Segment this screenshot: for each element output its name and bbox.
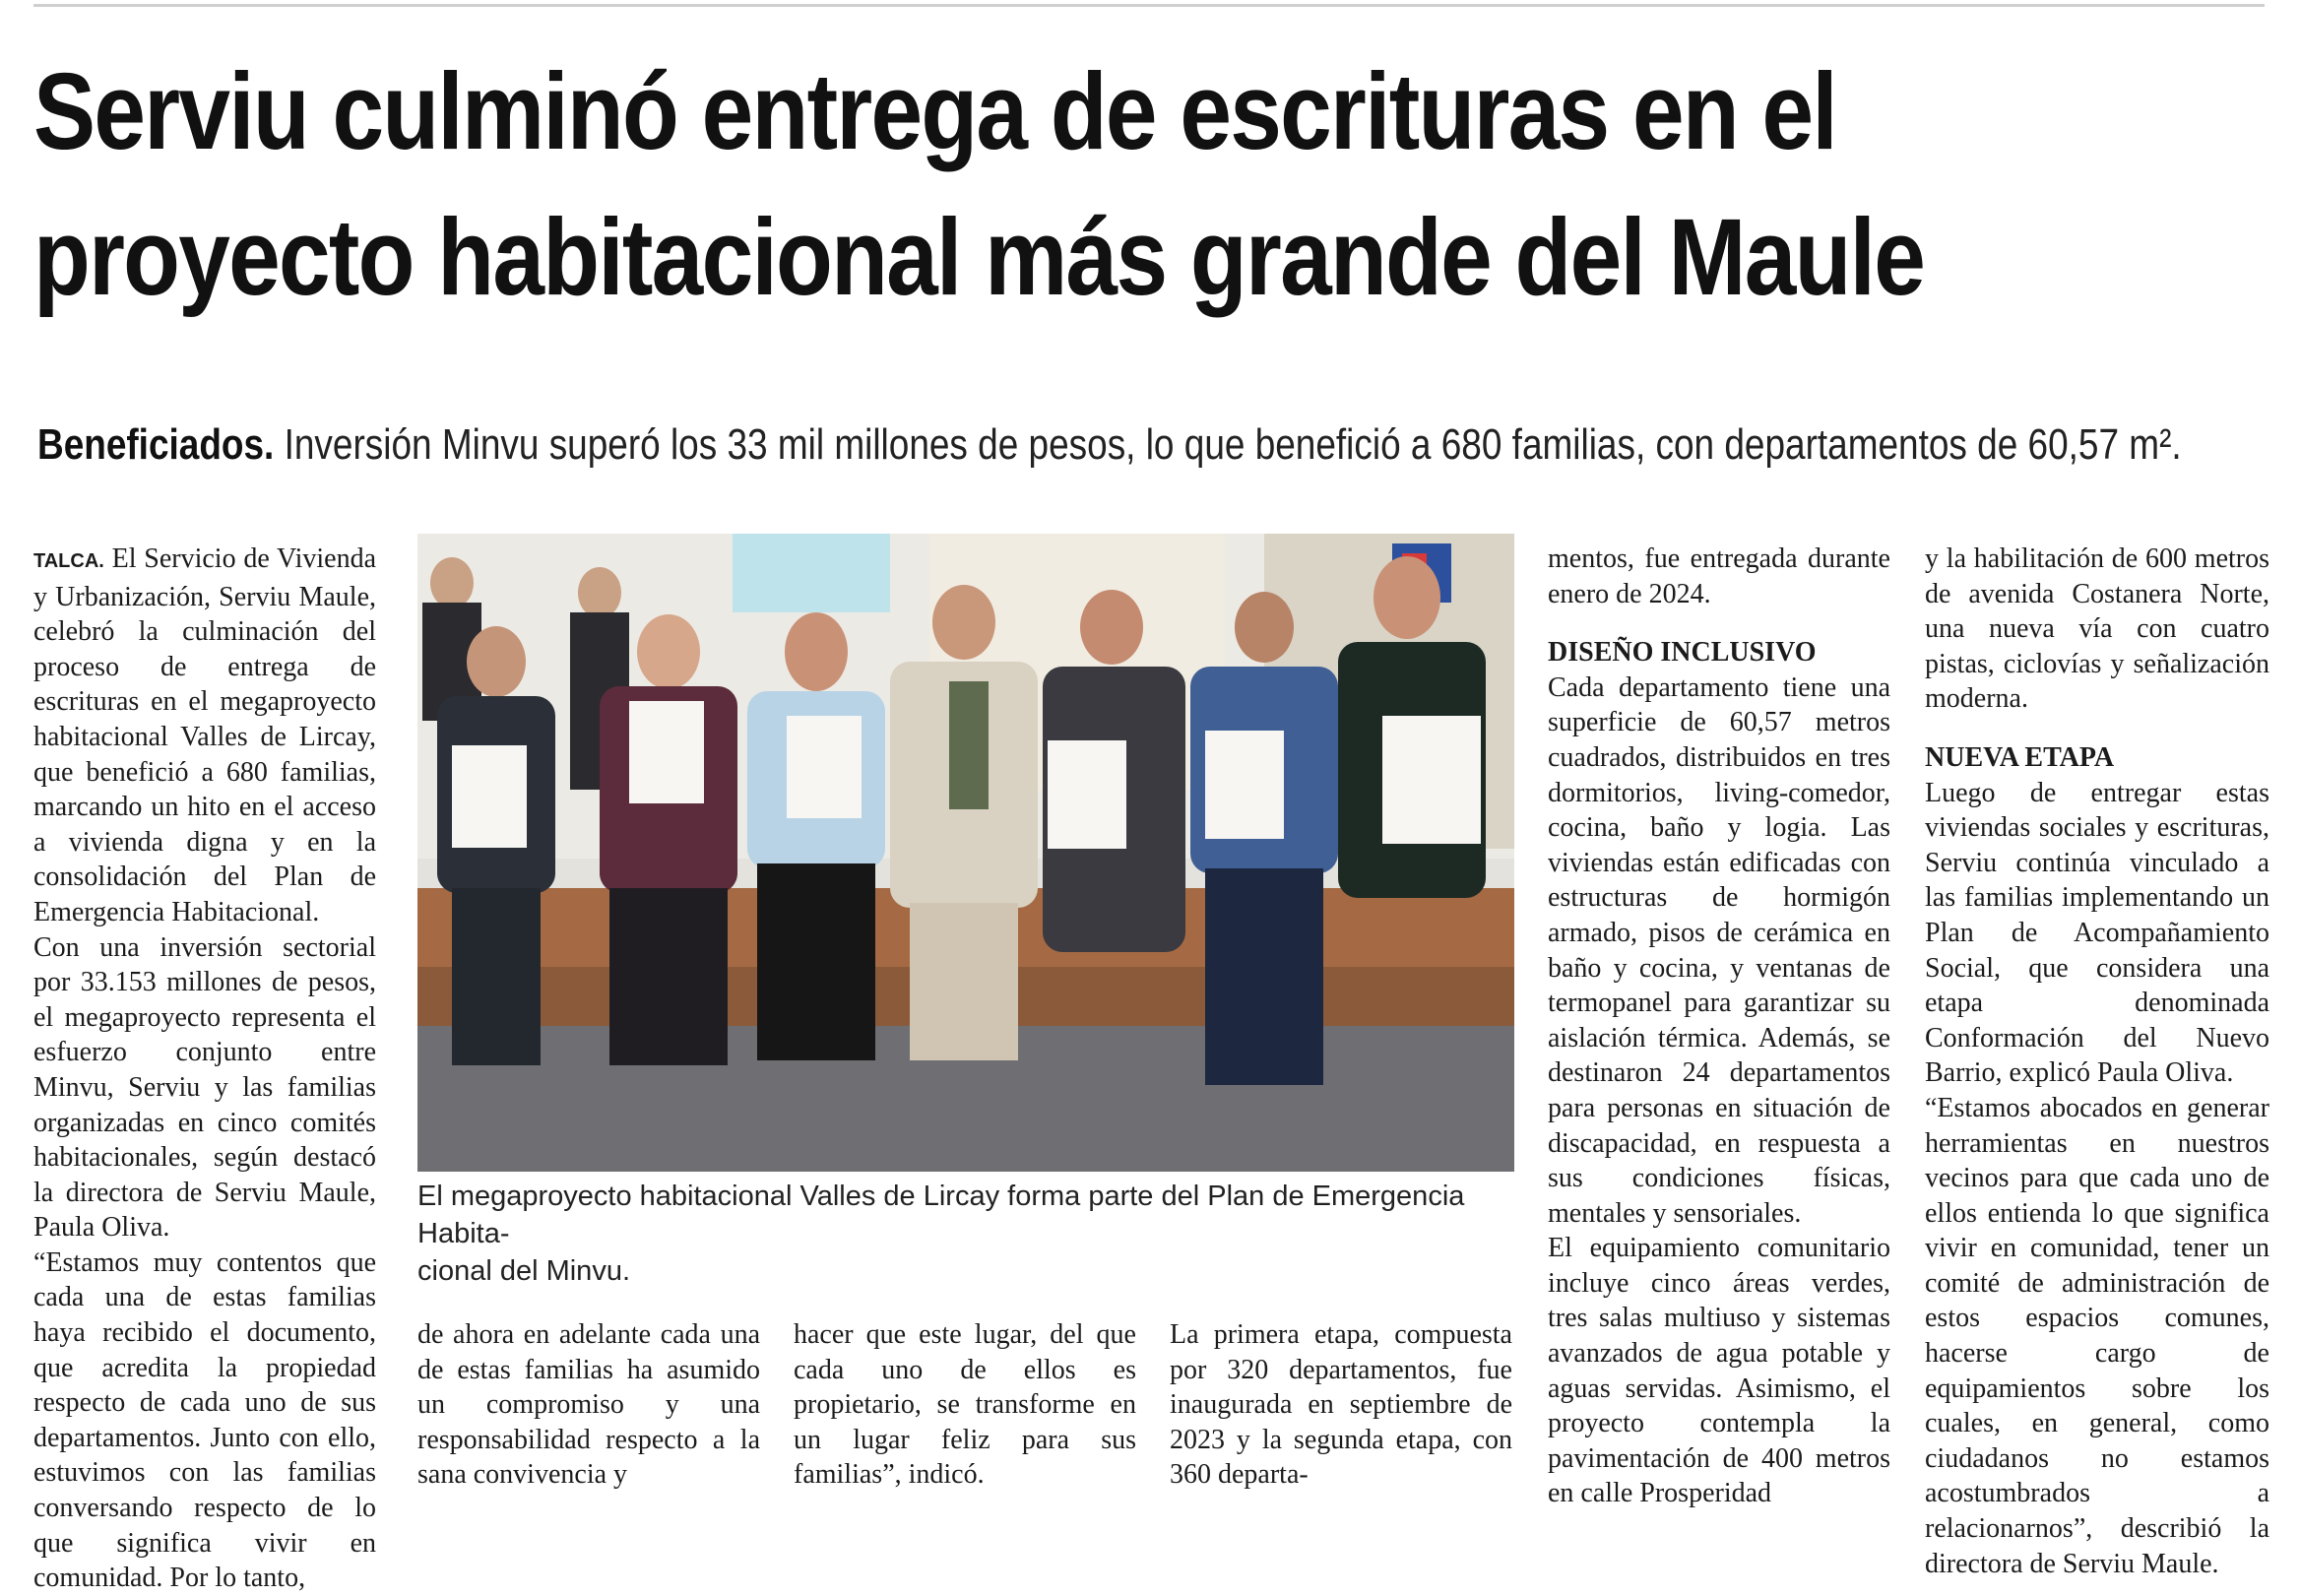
column-6: [1925, 542, 2269, 1581]
deck-label: Beneficiados.: [37, 420, 275, 469]
col1-paragraph-1: El Servicio de Vivienda y Urbanización, Serviu Maule, celebró la culminación del proceso de entrega de escrituras en el megaproyecto habitacional Valles de Lircay, que benefició a 680 familias, marcando un hito en el acceso a vivienda digna y en la consolidación del Plan de Emergencia Habitacional.: [33, 543, 377, 927]
article-photo: [417, 534, 1514, 1172]
col6-paragraph-3: “Estamos abocados en generar herramientas en nuestros vecinos para que cada uno de ellos entienda lo que significa vivir en comunidad, tener un comité de administración de estos espacios comunes, hacerse cargo de equipamientos sobre los cuales, en general, como ciudadanos no estamos acostumbrados a relacionarnos”, describió la directora de Serviu Maule.: [1925, 1092, 2269, 1579]
col1-paragraph-3: “Estamos muy contentos que cada una de estas familias haya recibido el documento, que acredita la propiedad respecto de cada uno de sus departamentos. Junto con ello, estuvimos con las familias conversando respecto de lo que significa vivir en comunidad. Por lo tanto,: [33, 1246, 376, 1594]
headline-line-1: Serviu culminó entrega de escrituras en el: [33, 51, 1836, 172]
photo-illustration: [417, 534, 1514, 1172]
subheading-nueva-etapa: NUEVA ETAPA: [1925, 741, 2115, 773]
headline-line-2: proyecto habitacional más grande del Maule: [33, 197, 1925, 318]
deck: [37, 417, 2188, 473]
col5-paragraph-2: Cada departamento tiene una superficie de 60,57 metros cuadrados, distribuidos en tres dormitorios, living-comedor, cocina, baño y logia. Las viviendas están edificadas con estructuras de hormigón armado, pisos de cerámica en baño y cocina, y ventanas de termopanel para garantizar su aislación térmica. Además, se destinaron 24 departamentos para personas en situación de discapacidad, en respuesta a sus condiciones físicas, mentales y sensoriales.: [1548, 671, 1890, 1229]
photo-caption: El megaproyecto habitacional Valles de Lircay forma parte del Plan de Emergencia Habita- cional del Minvu.: [417, 1181, 1465, 1287]
headline: [33, 39, 1972, 331]
col6-paragraph-1: y la habilitación de 600 metros de avenida Costanera Norte, una nueva vía con cuatro pistas, ciclovías y señalización moderna.: [1925, 543, 2269, 715]
column-4: [1170, 1317, 1512, 1493]
column-3: [794, 1317, 1136, 1493]
column-5: [1548, 542, 1890, 1511]
dateline: TALCA.: [33, 550, 104, 572]
col4-paragraph: La primera etapa, compuesta por 320 departamentos, fue inaugurada en septiembre de 2023 y la segunda etapa, con 360 departa-: [1170, 1319, 1512, 1491]
col2-paragraph: de ahora en adelante cada una de estas familias ha asumido un compromiso y una responsabilidad respecto a la sana convivencia y: [417, 1319, 760, 1491]
subheading-diseno-inclusivo: DISEÑO INCLUSIVO: [1548, 637, 1817, 669]
top-rule: [33, 4, 2265, 7]
col1-paragraph-2: Con una inversión sectorial por 33.153 millones de pesos, el megaproyecto representa el esfuerzo conjunto entre Minvu, Serviu y las familias organizadas en cinco comités habitacionales, según destacó la directora de Serviu Maule, Paula Oliva.: [33, 931, 376, 1244]
col5-paragraph-1: mentos, fue entregada durante enero de 2024.: [1548, 543, 1890, 609]
deck-text: Inversión Minvu superó los 33 mil millones de pesos, lo que benefició a 680 familias, con departamentos de 60,57 m².: [284, 420, 2182, 469]
col5-paragraph-3: El equipamiento comunitario incluye cinco áreas verdes, tres salas multiuso y sistemas avanzados de agua potable y aguas servidas. Asimismo, el proyecto contempla la pavimentación de 400 metros en calle Prosperidad: [1548, 1233, 1890, 1509]
column-1: [33, 542, 376, 1596]
col3-paragraph: hacer que este lugar, del que cada uno de ellos es propietario, se transforme en un lugar feliz para sus familias”, indicó.: [794, 1319, 1136, 1491]
column-2: [417, 1317, 760, 1493]
col6-paragraph-2: Luego de entregar estas viviendas sociales y escrituras, Serviu continúa vinculado a las familias implementando un Plan de Acompañamiento Social, que considera una etapa denominada Conformación del Nuevo Barrio, explicó Paula Oliva.: [1925, 777, 2269, 1089]
